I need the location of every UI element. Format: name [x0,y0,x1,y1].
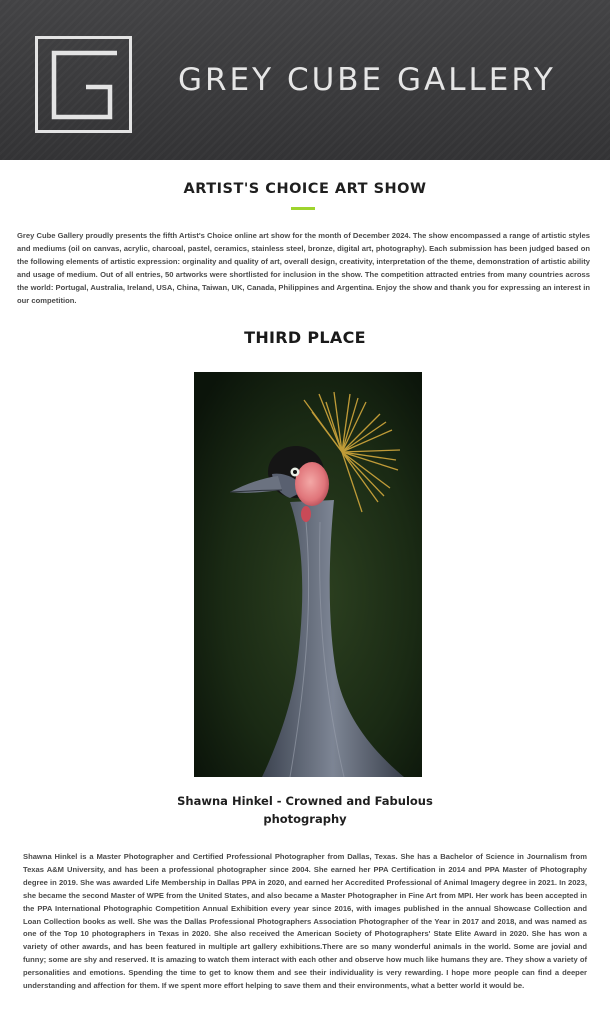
artwork-caption-title: Shawna Hinkel - Crowned and Fabulous [177,794,433,808]
artwork-image[interactable] [194,372,422,777]
artist-bio: Shawna Hinkel is a Master Photographer and Certified Professional Photographer from Dallas, Texas. She has a Bachelor of Science in Journalism from Texas A&M University, and has been a professional photographer since 2004. She earned her PPA Certification in 2014 and PPA Master of Photography degree in 2019. She was awarded Life Membership in Dallas PPA in 2020, and earned her Accredited Professional of Animal Imagery degree in 2021. In 2023, she became the second Master of WPE from the United States, and also became a Master Photographer in Fine Art from MPI. Her work has been accepted in the PPA International Photographic Competition Annual Exhibition every year since 2016, with images published in the annual Showcase Collection and Loan Collection books as well. She was the Dallas Professional Photographers Association Photographer of the Year in 2017 and 2018, and was named as one of the Top 10 photographers in Texas in 2020. She also received the American Society of Photographers' State Elite Award in 2020. She has won a variety of other awards, and has been featured in multiple art gallery exhibitions.There are so many wonderful animals in the world. Some are jovial and funny; some are shy and reserved. It is amazing to watch them interact with each other and observe how much like humans they are. They show a variety of personalities and emotions. Spending the time to get to know them and see their individuality is very rewarding. I hope more people can find a deeper understanding and affection for them. If we spent more effort helping to save them and their environments, what a better world it would be. [23,852,587,991]
show-title: ARTIST'S CHOICE ART SHOW [183,181,427,197]
gallery-name[interactable]: GREY CUBE GALLERY [178,62,556,98]
gallery-logo[interactable] [35,36,132,133]
site-header [0,0,610,160]
artwork-caption [0,792,610,828]
show-intro: Grey Cube Gallery proudly presents the fifth Artist's Choice online art show for the month of December 2024. The show encompassed a range of artistic styles and mediums (oil on canvas, acrylic, charcoal, pastel, ceramics, stainless steel, bronze, digital art, photography). Each submission has been judged based on the following elements of artistic expression: orginality and quality of art, overall design, creativity, interpretation of the theme, demonstration of artistic ability and usage of medium. Out of all entries, 50 artworks were shortlisted for inclusion in the show. The competition attracted entries from many countries across the world: Portugal, Australia, Ireland, USA, China, Taiwan, UK, Canada, Philippines and Argentina. Enjoy the show and thank you for expressing an interest in our competition. [17,231,590,305]
place-title: THIRD PLACE [244,328,366,347]
title-divider [291,207,315,210]
crowned-crane-photo [194,372,422,777]
artwork-caption-medium: photography [263,812,347,826]
g-logo-icon [38,39,129,130]
